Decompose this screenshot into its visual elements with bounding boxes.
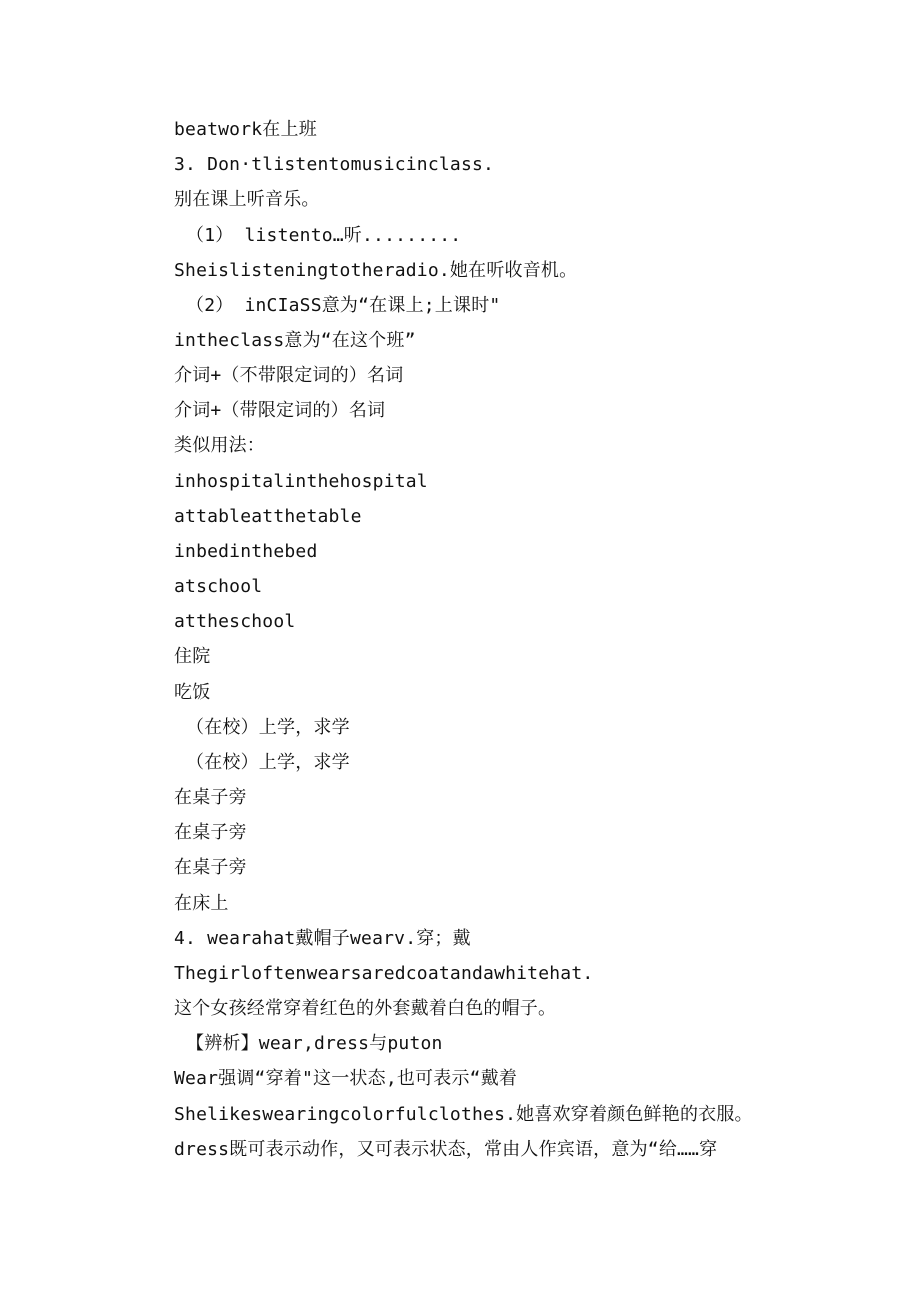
text-line: 别在课上听音乐。 (174, 189, 320, 210)
text-line: intheclass意为“在这个班” (174, 330, 416, 351)
text-line: 在桌子旁 (174, 857, 247, 878)
text-line: beatwork在上班 (174, 119, 317, 140)
text-line: atschool (174, 576, 263, 597)
text-line: 住院 (174, 646, 211, 667)
text-line: 3. Don·tlistentomusicinclass. (174, 154, 495, 175)
text-line: 【辨析】wear,dress与puton (186, 1033, 443, 1054)
text-line: （在校）上学，求学 (186, 717, 350, 738)
text-line: Shelikeswearingcolorfulclothes.她喜欢穿着颜色鲜艳的衣服。 (174, 1104, 753, 1125)
text-line: Thegirloftenwearsaredcoatandawhitehat. (174, 963, 594, 984)
text-line: attableatthetable (174, 506, 362, 527)
text-line: Sheislisteningtotheradio.她在听收音机。 (174, 260, 578, 281)
text-line: 这个女孩经常穿着红色的外套戴着白色的帽子。 (174, 998, 557, 1019)
text-line: （2） inCIaSS意为“在课上;上课时" (186, 295, 501, 316)
text-line: 介词+（不带限定词的）名词 (174, 365, 404, 386)
text-line: inbedinthebed (174, 541, 318, 562)
text-line: 在桌子旁 (174, 822, 247, 843)
text-line: 在桌子旁 (174, 787, 247, 808)
text-line: Wear强调“穿着"这一状态,也可表示“戴着 (174, 1068, 518, 1089)
text-line: 类似用法： (174, 435, 265, 456)
text-line: 吃饭 (174, 682, 211, 703)
text-line: 介词+（带限定词的）名词 (174, 400, 386, 421)
text-line: dress既可表示动作，又可表示状态，常由人作宾语，意为“给……穿 (174, 1139, 718, 1160)
text-line: （1） listento…听......... (186, 225, 462, 246)
text-line: （在校）上学，求学 (186, 752, 350, 773)
text-line: inhospitalinthehospital (174, 471, 428, 492)
text-line: attheschool (174, 611, 296, 632)
text-line: 4. wearahat戴帽子wearv.穿；戴 (174, 928, 471, 949)
text-line: 在床上 (174, 893, 229, 914)
